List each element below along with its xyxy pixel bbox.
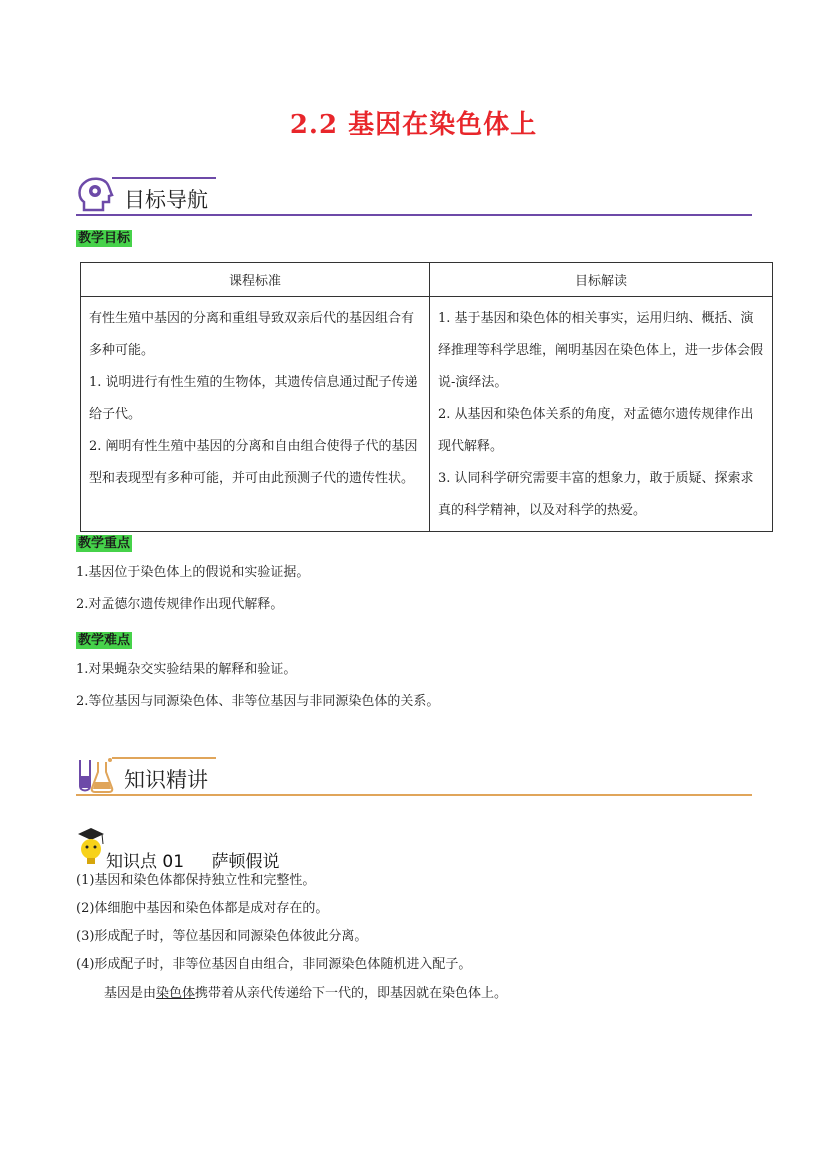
graduate-bulb-icon bbox=[76, 826, 106, 866]
standard-text: 有性生殖中基因的分离和重组导致双亲后代的基因组合有多种可能。 bbox=[89, 311, 415, 358]
section-header-goals bbox=[76, 176, 752, 216]
list-item: 1.基因位于染色体上的假说和实验证据。 bbox=[76, 565, 310, 580]
interpretation-cell bbox=[430, 297, 773, 532]
standard-text: 2. 阐明有性生殖中基因的分离和自由组合使得子代的基因型和表现型有多种可能，并可由此预测子代的遗传性状。 bbox=[89, 439, 418, 486]
knowledge-point-number: 知识点 01 bbox=[106, 852, 185, 872]
conclusion-text: 携带着从亲代传递给下一代的，即基因就在染色体上。 bbox=[195, 986, 508, 1001]
interpretation-text: 2. 从基因和染色体关系的角度，对孟德尔遗传规律作出现代解释。 bbox=[438, 407, 754, 454]
conclusion-paragraph bbox=[104, 986, 507, 1002]
decor-line bbox=[112, 177, 216, 179]
key-points-label: 教学重点 bbox=[78, 536, 131, 551]
section-title: 目标导航 bbox=[124, 188, 208, 212]
standards-table bbox=[80, 262, 773, 532]
knowledge-point-title bbox=[106, 847, 279, 872]
conclusion-underlined-term: 染色体 bbox=[156, 986, 196, 1001]
list-item: 1.对果蝇杂交实验结果的解释和验证。 bbox=[76, 662, 297, 677]
section-rule bbox=[76, 794, 752, 796]
list-item: (2)体细胞中基因和染色体都是成对存在的。 bbox=[76, 901, 329, 916]
flask-icon bbox=[76, 756, 118, 794]
list-item: (3)形成配子时，等位基因和同源染色体彼此分离。 bbox=[76, 929, 368, 944]
list-item: (4)形成配子时，非等位基因自由组合，非同源染色体随机进入配子。 bbox=[76, 957, 472, 972]
list-item: 2.等位基因与同源染色体、非等位基因与非同源染色体的关系。 bbox=[76, 694, 440, 709]
section-rule bbox=[76, 214, 752, 216]
header-goal-interpretation: 目标解读 bbox=[430, 263, 773, 297]
interpretation-text: 3. 认同科学研究需要丰富的想象力，敢于质疑、探索求真的科学精神，以及对科学的热爱。 bbox=[438, 471, 754, 518]
table-row bbox=[81, 297, 773, 532]
conclusion-text: 基因是由 bbox=[104, 986, 157, 1001]
standards-cell bbox=[81, 297, 430, 532]
page-title: 2.2 基因在染色体上 bbox=[289, 110, 538, 140]
teaching-goals-label: 教学目标 bbox=[78, 231, 131, 246]
header-course-standard: 课程标准 bbox=[81, 263, 430, 297]
list-item: (1)基因和染色体都保持独立性和完整性。 bbox=[76, 873, 316, 888]
knowledge-point-name: 萨顿假说 bbox=[211, 852, 280, 872]
table-header-row bbox=[81, 263, 773, 297]
interpretation-text: 1. 基于基因和染色体的相关事实，运用归纳、概括、演绎推理等科学思维，阐明基因在染色体上，进一步体会假说-演绎法。 bbox=[438, 311, 764, 390]
head-gear-icon bbox=[76, 176, 118, 214]
section-header-knowledge bbox=[76, 756, 752, 796]
list-item: 2.对孟德尔遗传规律作出现代解释。 bbox=[76, 597, 284, 612]
decor-line bbox=[112, 757, 216, 759]
standard-text: 1. 说明进行有性生殖的生物体，其遗传信息通过配子传递给子代。 bbox=[89, 375, 418, 422]
section-title: 知识精讲 bbox=[124, 768, 208, 792]
difficult-points-label: 教学难点 bbox=[78, 633, 131, 648]
